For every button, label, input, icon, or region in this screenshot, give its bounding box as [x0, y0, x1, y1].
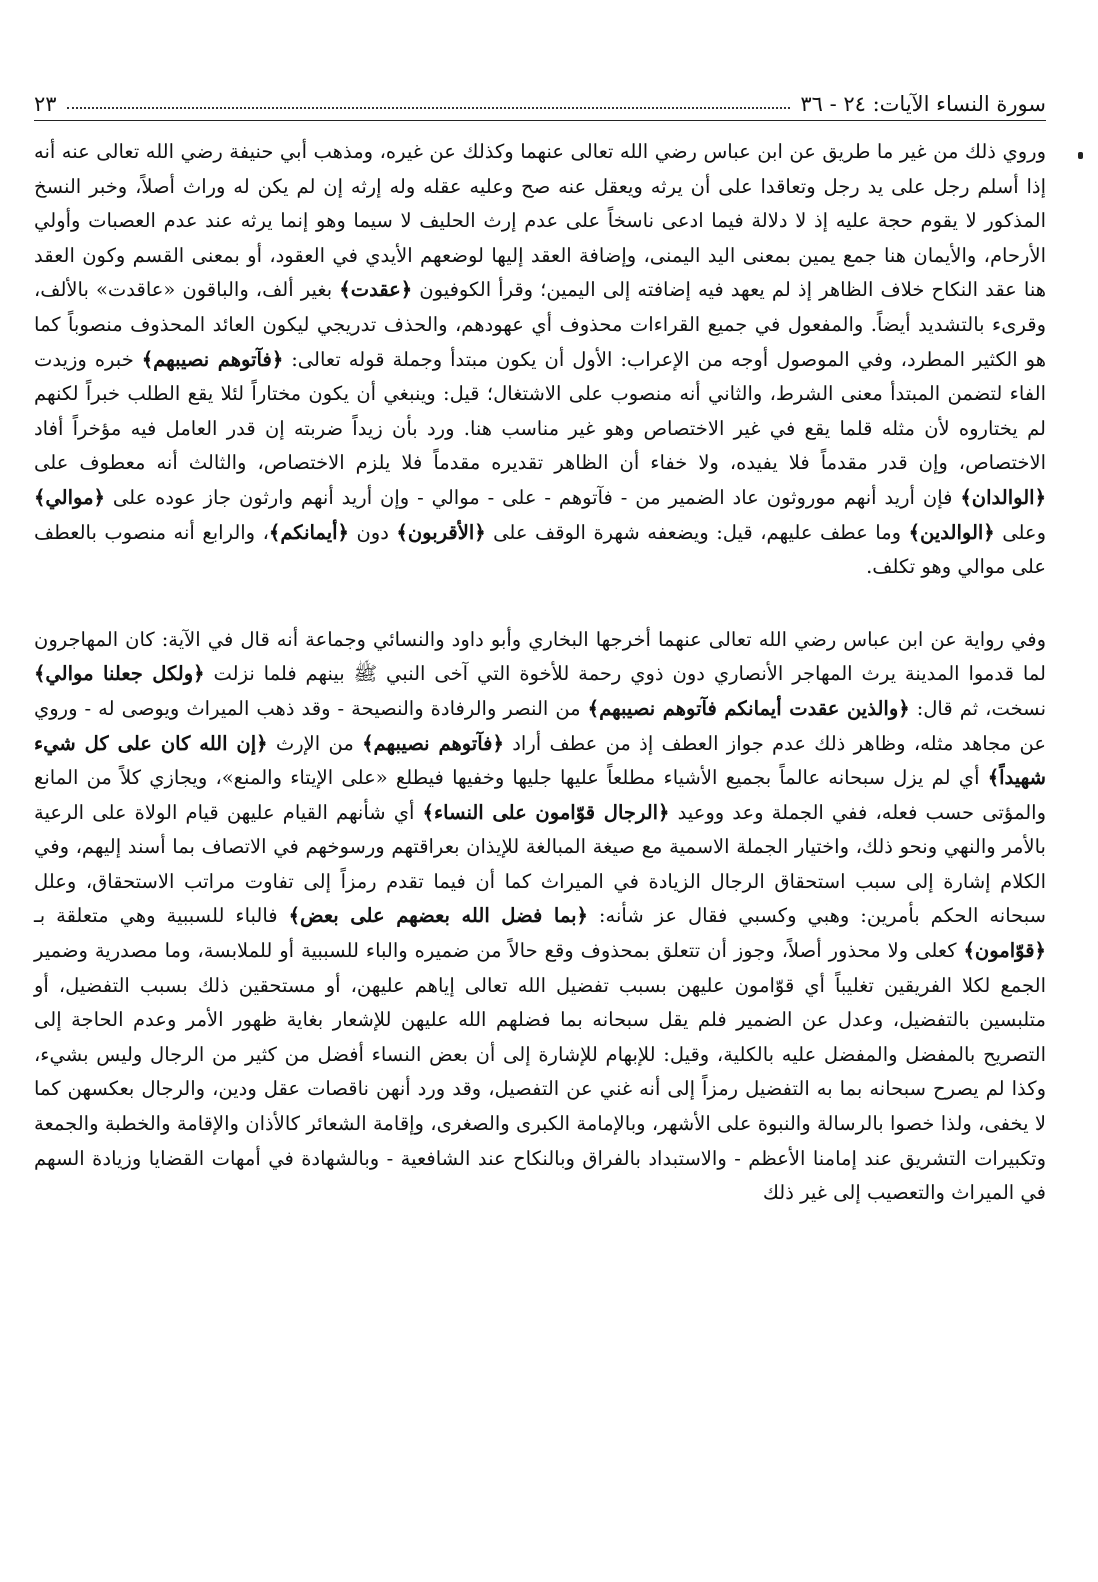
- body-paragraph: [34, 623, 1046, 1211]
- running-title: سورة النساء الآيات: ٢٤ - ٣٦: [800, 92, 1046, 116]
- body-text: وعلى: [994, 520, 1046, 544]
- body-text: وفي رواية عن ابن عباس رضي الله تعالى عنهما أخرجها البخاري وأبو داود والنسائي وجماعة أنه قال في الآية: كان المهاجرون لما قدموا المدينة يرث المهاجر الأنصاري دون ذوي رحمة للأخوة التي آخى النبي ﷺ بينهم فلما نزلت: [34, 627, 1046, 686]
- quran-quote: ﴿والذين عقدت أيمانكم فآتوهم نصيبهم﴾: [587, 696, 910, 720]
- body-paragraph: [34, 135, 1046, 585]
- page-number: ٢٣: [34, 92, 57, 116]
- body-text: أي شأنهم القيام عليهن قيام الولاة على الرعية بالأمر والنهي ونحو ذلك، واختيار الجملة الاسمية مع صيغة المبالغة للإيذان بعراقتهم ورسوخهم في الاتصاف بما أسند إليهم، وفي الكلام إشارة إلى سبب استحقاق الرجال الزيادة في الميراث كما أن فيما تقدم رمزاً إلى تفاوت مراتب الاستحقاق، وعلل سبحانه الحكم بأمرين: وهبي وكسبي فقال عز شأنه:: [34, 800, 1046, 928]
- body-text: نسخت، ثم قال:: [909, 696, 1047, 720]
- quran-quote: ﴿بما فضل الله بعضهم على بعض﴾: [288, 904, 588, 928]
- body-text: بغير ألف، والباقون «عاقدت» بالألف، وقرىء بالتشديد أيضاً. والمفعول في جميع القراءات محذوف أي عهودهم، والحذف تدريجي ليكون العائد المحذوف منصوباً كما هو الكثير المطرد، وفي الموصول أوجه من الإعراب: الأول أن يكون مبتدأ وجملة قوله تعالى:: [34, 278, 1046, 371]
- quran-quote: ﴿ولكل جعلنا موالي﴾: [34, 662, 205, 686]
- body-text: كعلى ولا محذور أصلاً، وجوز أن تتعلق بمحذوف وقع حالاً من ضميره والباء للسببية أو للملابسة، وما مصدرية وضمير الجمع لكلا الفريقين تغليباً أي قوّامون عليهن بسبب تفضيل الله تعالى إياهم عليهن، أو مستحقين ذلك بسبب التفضيل، أو متلبسين بالتفضيل، وعدل عن الضمير فلم يقل سبحانه بما فضلهم الله عليهن للإشعار بغاية ظهور الأمر وعدم الحاجة إلى التصريح بالمفضل والمفضل عليه بالكلية، وقيل: للإبهام للإشارة إلى أن بعض النساء أفضل من كثير من الرجال وليس بشيء، وكذا لم يصرح سبحانه بما به التفضيل رمزاً إلى أنه غني عن التفصيل، وقد ورد أنهن ناقصات عقل ودين، والرجال بعكسهن كما لا يخفى، ولذا خصوا بالرسالة والنبوة على الأشهر، وبالإمامة الكبرى والصغرى، وإقامة الشعائر كالأذان والإقامة والخطبة والجمعة وتكبيرات التشريق عند إمامنا الأعظم - والاستبداد بالفراق وبالنكاح عند الشافعية - وبالشهادة في أمهات القضايا وزيادة السهم في الميراث والتعصيب إلى غير ذلك: [34, 939, 1046, 1205]
- quran-quote: ﴿فآتوهم نصيبهم﴾: [141, 347, 284, 371]
- quran-quote: ﴿عقدت﴾: [339, 278, 413, 302]
- body-text: دون: [348, 520, 397, 544]
- quran-quote: ﴿الأقربون﴾: [396, 520, 486, 544]
- body-text: من النصر والرفادة والنصيحة - وقد ذهب الميراث ويوصى له - وروي عن مجاهد مثله، وظاهر ذلك عدم جواز العطف إذ من عطف أراد: [34, 696, 1046, 755]
- quran-quote: ﴿إن الله كان على كل شيء شهيداً﴾: [34, 731, 1046, 790]
- quran-quote: ﴿الوالدان﴾: [960, 485, 1046, 509]
- body-text: من الإرث: [267, 731, 363, 755]
- quran-quote: ﴿فآتوهم نصيبهم﴾: [362, 731, 504, 755]
- quran-quote: ﴿قوّامون﴾: [963, 939, 1046, 963]
- margin-ink-mark: [1078, 152, 1083, 159]
- body-text: خبره وزيدت الفاء لتضمن المبتدأ معنى الشرط، والثاني أنه منصوب على الاشتغال؛ قيل: وينبغي أن يكون مختاراً لئلا يقع الطلب خبراً لكنهم لم يختاروه لأن مثله قلما يقع في غير الاختصاص وهو غير مناسب هنا. ورد بأن زيداً ضربته إن قدر العامل فيه مؤخراً أفاد الاختصاص، وإن قدر مقدماً فلا يفيده، ولا خفاء أن الظاهر تقديره مقدماً فلا يلزم الاختصاص، والثالث أنه معطوف على: [34, 347, 1046, 475]
- quran-quote: ﴿الرجال قوّامون على النساء﴾: [422, 800, 670, 824]
- header-dot-leader: [67, 106, 791, 109]
- body-text: فالباء للسببية وهي متعلقة بـ: [34, 904, 289, 928]
- page-header: [34, 82, 1046, 121]
- body-text: أي لم يزل سبحانه عالماً بجميع الأشياء مطلعاً عليها جليها وخفيها فيطلع «على الإيتاء والمنع»، ويجازي كلاً من المانع والمؤتى حسب فعله، ففي الجملة وعد ووعيد: [34, 766, 1046, 824]
- body-text: ، والرابع أنه منصوب بالعطف على موالي وهو تكلف.: [34, 520, 1046, 579]
- body-text: فإن أريد أنهم موروثون عاد الضمير من - فآتوهم - على - موالي - وإن أريد أنهم وارثون جاز عوده على: [104, 485, 961, 509]
- body-text: وروي ذلك من غير ما طريق عن ابن عباس رضي الله تعالى عنهما وكذلك عن غيره، ومذهب أبي حنيفة رضي الله تعالى عنه أنه إذا أسلم رجل على يد رجل وتعاقدا على أن يرثه ويعقل عنه صح وعليه عقله وله إرثه إن لم يكن له وراث أصلاً، وخبر النسخ المذكور لا يقوم حجة عليه إذ لا دلالة فيما ادعى ناسخاً على عدم إرث الحليف لا سيما وهو إنما يرثه عند عدم العصبات وأولي الأرحام، والأيمان هنا جمع يمين بمعنى اليد اليمنى، وإضافة العقد إليها لوضعهم الأيدي في العقود، أو بمعنى القسم وكون العقد هنا عقد النكاح خلاف الظاهر إذ لم يعهد فيه إضافته إلى اليمين؛ وقرأ الكوفيون: [34, 140, 1047, 302]
- quran-quote: ﴿الوالدين﴾: [908, 520, 995, 544]
- quran-quote: ﴿أيمانكم﴾: [268, 520, 349, 544]
- quran-quote: ﴿موالي﴾: [34, 485, 105, 509]
- book-page: [34, 82, 1046, 1562]
- body-text: وما عطف عليهم، قيل: ويضعفه شهرة الوقف على: [485, 520, 909, 544]
